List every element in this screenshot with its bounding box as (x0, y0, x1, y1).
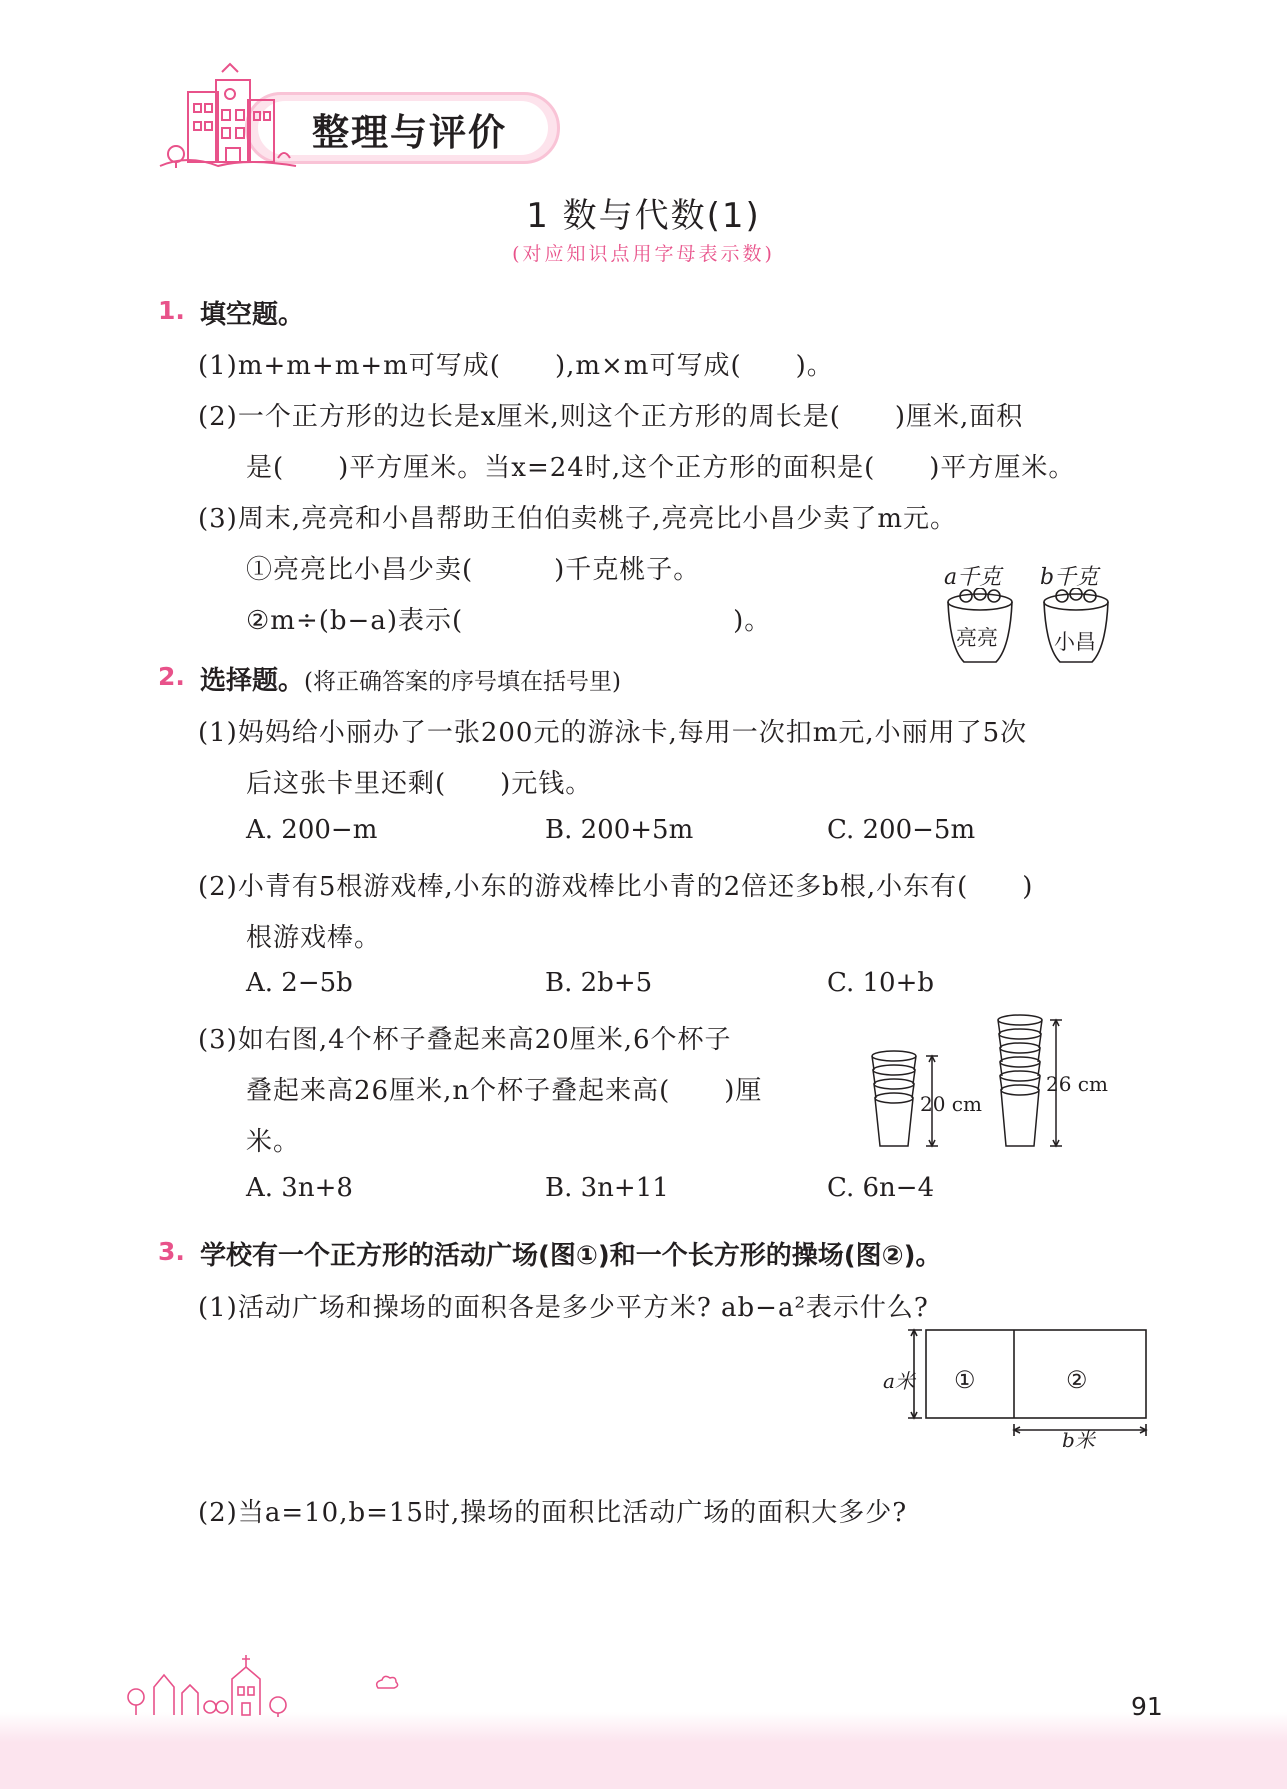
footer-band (0, 1712, 1287, 1789)
option-b: B. 3n+11 (545, 1173, 669, 1203)
option-c: C. 200−5m (827, 815, 976, 845)
option-c: C. 10+b (827, 968, 935, 998)
question-line: (2)小青有5根游戏棒,小东的游戏棒比小青的2倍还多b根,小东有( ) (198, 872, 1034, 902)
question-title-text: 选择题。 (200, 666, 305, 696)
question-note: (将正确答案的序号填在括号里) (304, 669, 621, 695)
page-number: 91 (1131, 1692, 1163, 1721)
question-line: (3)如右图,4个杯子叠起来高20厘米,6个杯子 (198, 1025, 732, 1055)
basket-name-label: 亮亮 (956, 626, 998, 650)
question-title: 填空题。 (200, 300, 305, 330)
question-title: 学校有一个正方形的活动广场(图①)和一个长方形的操场(图②)。 (200, 1241, 942, 1271)
lesson-title: 1 数与代数(1) (526, 196, 761, 236)
area-diagram (900, 1320, 1160, 1450)
town-illustration-icon (120, 1645, 350, 1717)
question-line: (2)一个正方形的边长是x厘米,则这个正方形的周长是( )厘米,面积 (198, 402, 1024, 432)
option-c: C. 6n−4 (827, 1173, 935, 1203)
region-1-label: ① (954, 1366, 976, 1394)
question-line: (2)当a=10,b=15时,操场的面积比活动广场的面积大多少? (198, 1498, 908, 1528)
question-number: 2. (158, 662, 185, 691)
region-2-label: ② (1066, 1366, 1088, 1394)
question-line: (3)周末,亮亮和小昌帮助王伯伯卖桃子,亮亮比小昌少卖了m元。 (198, 504, 958, 534)
question-line: ①亮亮比小昌少卖( )千克桃子。 (246, 555, 701, 585)
question-line: 叠起来高26厘米,n个杯子叠起来高( )厘 (246, 1076, 763, 1106)
cups-height-label: 20 cm (920, 1092, 982, 1116)
lesson-subtitle: (对应知识点用字母表示数) (512, 243, 775, 265)
section-title: 整理与评价 (312, 111, 507, 154)
cups-height-label: 26 cm (1046, 1072, 1108, 1096)
option-b: B. 2b+5 (545, 968, 653, 998)
cloud-icon (372, 1672, 402, 1696)
question-line: 米。 (246, 1127, 301, 1157)
building-illustration-icon (158, 62, 298, 174)
side-a-label: a米 (883, 1369, 915, 1393)
question-number: 1. (158, 296, 185, 325)
question-line: (1)活动广场和操场的面积各是多少平方米? ab−a²表示什么? (198, 1293, 929, 1323)
question-line: 是( )平方厘米。当x=24时,这个正方形的面积是( )平方厘米。 (246, 453, 1076, 483)
basket-name-label: 小昌 (1054, 630, 1096, 654)
question-line: (1)妈妈给小丽办了一张200元的游泳卡,每用一次扣m元,小丽用了5次 (198, 718, 1028, 748)
basket-weight-label: a千克 (944, 565, 1002, 590)
question-line: (1)m+m+m+m可写成( ),m×m可写成( )。 (198, 351, 834, 381)
question-number: 3. (158, 1237, 185, 1266)
question-line: 后这张卡里还剩( )元钱。 (246, 769, 593, 799)
option-b: B. 200+5m (545, 815, 694, 845)
basket-weight-label: b千克 (1040, 565, 1099, 590)
option-a: A. 200−m (246, 815, 378, 845)
question-line: ②m÷(b−a)表示( )。 (246, 606, 772, 636)
option-a: A. 3n+8 (246, 1173, 353, 1203)
option-a: A. 2−5b (246, 968, 353, 998)
question-line: 根游戏棒。 (246, 923, 382, 953)
question-title (200, 660, 621, 697)
side-b-label: b米 (1062, 1428, 1095, 1452)
